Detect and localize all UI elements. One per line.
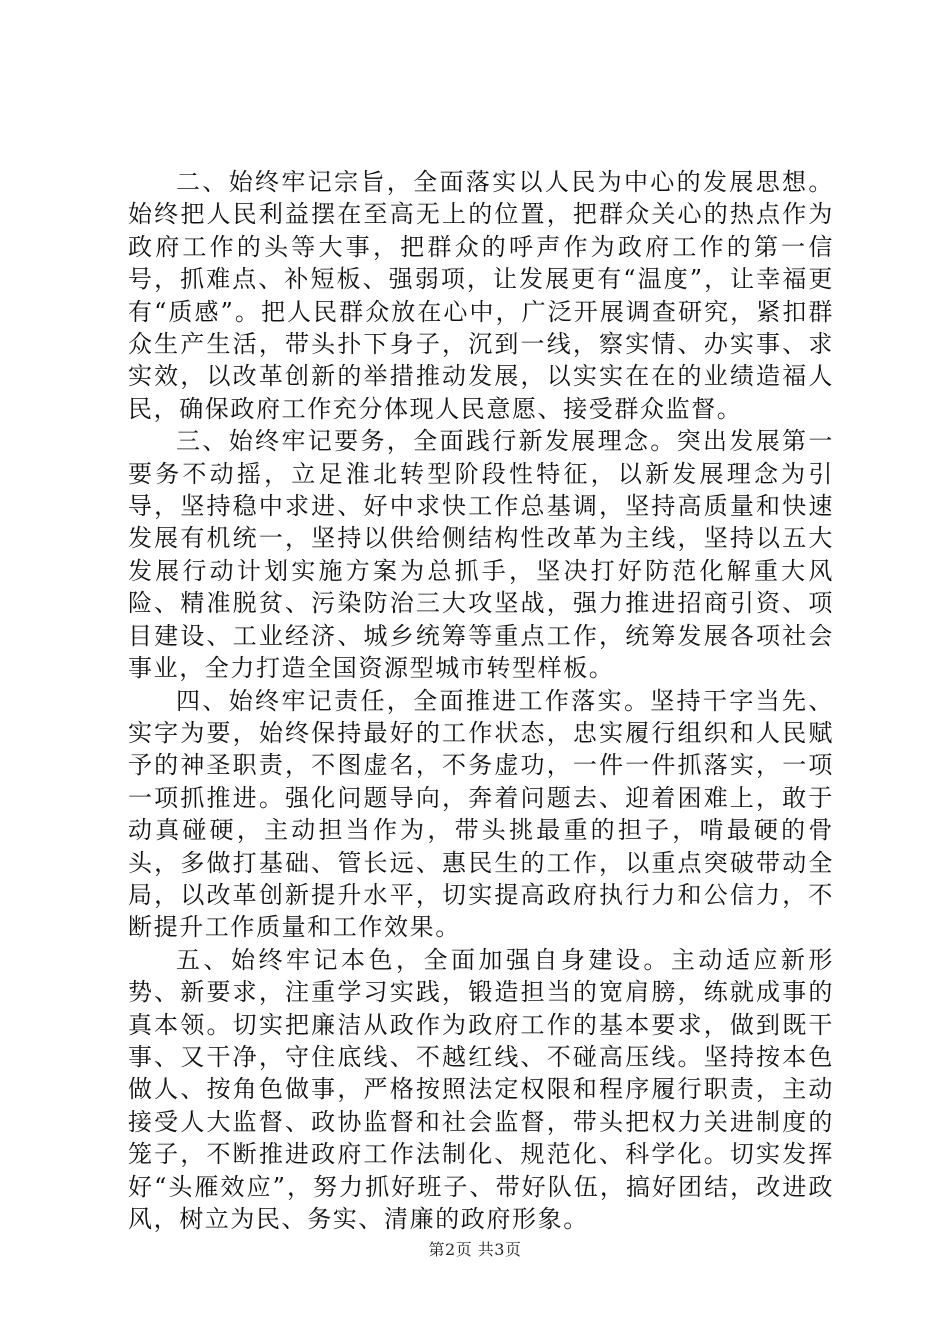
paragraph-section-two: 二、始终牢记宗旨，全面落实以人民为中心的发展思想。始终把人民利益摆在至高无上的位置，把群众关心的热点作为政府工作的头等大事，把群众的呼声作为政府工作的第一信号，抓难点、补短板、强弱项，让发展更有“温度”，让幸福更有“质感”。把人民群众放在心中，广泛开展调查研究，紧扣群众生产生活，带头扑下身子，沉到一线，察实情、办实事、求实效，以改革创新的举措推动发展，以实实在在的业绩造福人民，确保政府工作充分体现人民意愿、接受群众监督。 [128, 168, 834, 423]
paragraph-section-three: 三、始终牢记要务，全面践行新发展理念。突出发展第一要务不动摇，立足淮北转型阶段性特征，以新发展理念为引导，坚持稳中求进、好中求快工作总基调，坚持高质量和快速发展有机统一，坚持以供给侧结构性改革为主线，坚持以五大发展行动计划实施方案为总抓手，坚决打好防范化解重大风险、精准脱贫、污染防治三大攻坚战，强力推进招商引资、项目建设、工业经济、城乡统筹等重点工作，统筹发展各项社会事业，全力打造全国资源型城市转型样板。 [128, 427, 834, 683]
document-body [128, 166, 834, 1235]
paragraph-section-four: 四、始终牢记责任，全面推进工作落实。坚持干字当先、实字为要，始终保持最好的工作状态，忠实履行组织和人民赋予的神圣职责，不图虚名，不务虚功，一件一件抓落实，一项一项抓推进。强化问题导向，奔着问题去、迎着困难上，敢于动真碰硬，主动担当作为，带头挑最重的担子，啃最硬的骨头，多做打基础、管长远、惠民生的工作，以重点突破带动全局，以改革创新提升水平，切实提高政府执行力和公信力，不断提升工作质量和工作效果。 [128, 686, 834, 942]
page-number-footer: 第2页 共3页 [428, 1240, 522, 1259]
paragraph-section-five: 五、始终牢记本色，全面加强自身建设。主动适应新形势、新要求，注重学习实践，锻造担当的宽肩膀，练就成事的真本领。切实把廉洁从政作为政府工作的基本要求，做到既干事、又干净，守住底线、不越红线、不碰高压线。坚持按本色做人、按角色做事，严格按照法定权限和程序履行职责，主动接受人大监督、政协监督和社会监督，带头把权力关进制度的笼子，不断推进政府工作法制化、规范化、科学化。切实发挥好“头雁效应”，努力抓好班子、带好队伍，搞好团结，改进政风，树立为民、务实、清廉的政府形象。 [128, 945, 834, 1233]
